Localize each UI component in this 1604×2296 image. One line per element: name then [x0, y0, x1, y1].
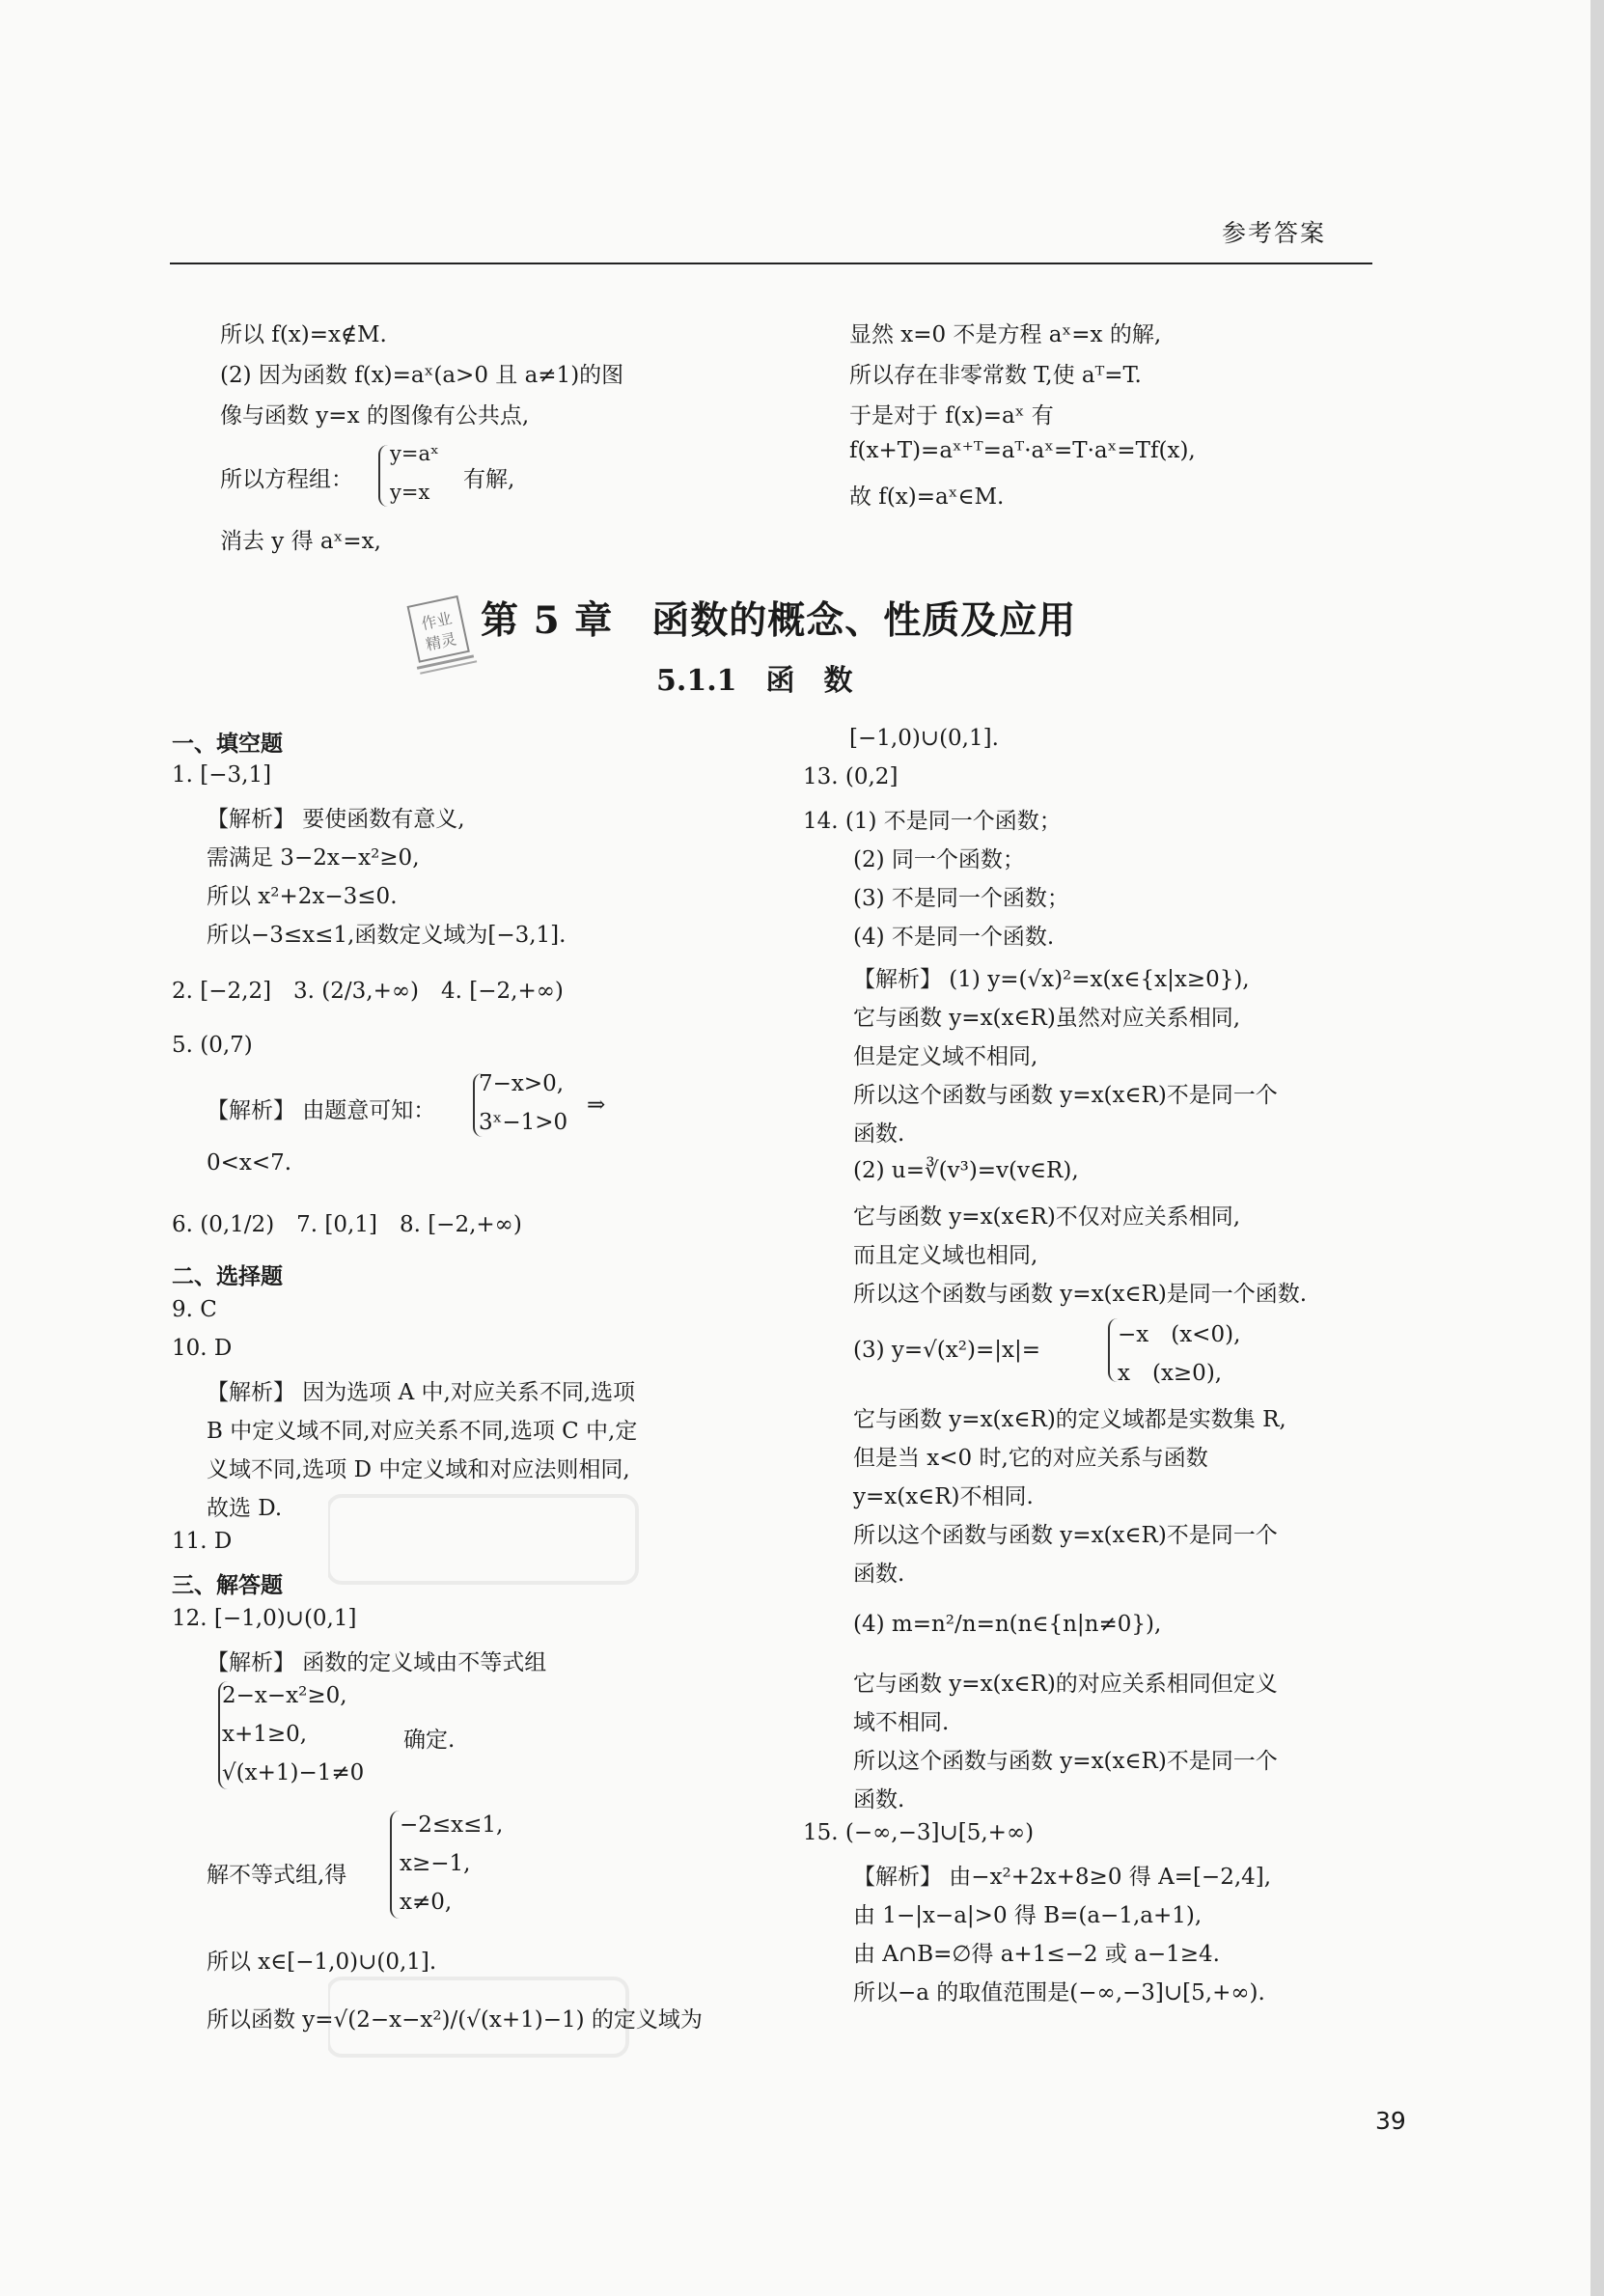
equation-line: −2≤x≤1, [400, 1812, 504, 1838]
text-line: 它与函数 y=x(x∈R)虽然对应关系相同, [853, 1006, 1241, 1031]
equation-line: √(x+1)−1≠0 [222, 1760, 365, 1785]
equation-line: −x (x<0), [1118, 1322, 1241, 1347]
system-brace [378, 445, 388, 507]
text-line: [−1,0)∪(0,1]. [849, 726, 999, 751]
equation-line: y=aˣ [390, 442, 439, 465]
text-line: 故选 D. [207, 1496, 283, 1521]
section-title: 5.1.1 函 数 [656, 664, 853, 698]
answer-line: 15. (−∞,−3]∪[5,+∞) [803, 1820, 1035, 1845]
text-line: 所以函数 y=√(2−x−x²)/(√(x+1)−1) 的定义域为 [207, 2007, 703, 2033]
analysis-line: 【解析】 由−x²+2x+8≥0 得 A=[−2,4], [853, 1865, 1272, 1890]
text-line: B 中定义域不同,对应关系不同,选项 C 中,定 [207, 1419, 638, 1444]
text-line: 解不等式组,得 [207, 1863, 347, 1888]
text-line: 所以 x∈[−1,0)∪(0,1]. [207, 1950, 437, 1975]
top-left-block [220, 317, 761, 567]
text-line: 函数. [853, 1787, 905, 1812]
heading-fill-blank: 一、填空题 [172, 731, 283, 757]
page-edge-shadow [1590, 0, 1604, 2296]
analysis-line: 【解析】 函数的定义域由不等式组 [207, 1650, 547, 1675]
text-line: (2) 同一个函数； [853, 847, 1025, 872]
answer-line: 2. [−2,2] 3. (2/3,+∞) 4. [−2,+∞) [172, 979, 564, 1004]
text-line: (2) u=∛(v³)=v(v∈R), [853, 1158, 1079, 1183]
text-line: 有解, [463, 467, 515, 492]
text-line: 需满足 3−2x−x²≥0, [207, 845, 420, 871]
watermark-mark-icon [328, 1486, 647, 1592]
text-line: 所以−3≤x≤1,函数定义域为[−3,1]. [207, 923, 567, 948]
page-number: 39 [1375, 2107, 1406, 2135]
text-line: 所以存在非零常数 T,使 aᵀ=T. [849, 363, 1142, 388]
text-line: 但是当 x<0 时,它的对应关系与函数 [853, 1446, 1208, 1471]
equation-line: 3ˣ−1>0 [479, 1110, 568, 1135]
equation-line: 7−x>0, [479, 1071, 565, 1096]
header-rule [170, 263, 1372, 264]
text-line: 它与函数 y=x(x∈R)不仅对应关系相同, [853, 1204, 1241, 1230]
answer-line: 11. D [172, 1529, 233, 1554]
heading-choice: 二、选择题 [172, 1263, 283, 1289]
text-line: 所以这个函数与函数 y=x(x∈R)是同一个函数. [853, 1282, 1308, 1307]
system-brace [390, 1811, 400, 1919]
text-line: 显然 x=0 不是方程 aˣ=x 的解, [849, 322, 1162, 347]
heading-solve: 三、解答题 [172, 1572, 283, 1598]
text-line: 所以这个函数与函数 y=x(x∈R)不是同一个 [853, 1523, 1278, 1548]
answer-line: 5. (0,7) [172, 1033, 253, 1058]
text-line: 它与函数 y=x(x∈R)的对应关系相同但定义 [853, 1672, 1278, 1697]
text-line: (3) y=√(x²)=|x|= [853, 1338, 1040, 1363]
answer-line: 6. (0,1/2) 7. [0,1] 8. [−2,+∞) [172, 1212, 522, 1237]
text-line: 函数. [853, 1121, 905, 1147]
equation-line: x (x≥0), [1118, 1361, 1223, 1386]
piecewise-brace [1108, 1318, 1118, 1382]
text-line: 所以方程组： [220, 467, 353, 492]
text-line: (2) 因为函数 f(x)=aˣ(a>0 且 a≠1)的图 [220, 363, 624, 388]
watermark-mark-icon [328, 1969, 637, 2065]
text-line: 确定. [403, 1728, 456, 1753]
text-line: (3) 不是同一个函数； [853, 886, 1069, 911]
answer-line: 12. [−1,0)∪(0,1] [172, 1606, 357, 1631]
text-line: 所以−a 的取值范围是(−∞,−3]∪[5,+∞). [853, 1980, 1265, 2006]
analysis-line: 【解析】 由题意可知： [207, 1098, 436, 1123]
analysis-line: 【解析】 (1) y=(√x)²=x(x∈{x|x≥0}), [853, 967, 1250, 992]
svg-text:精灵: 精灵 [424, 629, 458, 654]
text-line: 而且定义域也相同, [853, 1243, 1038, 1268]
text-line: 义域不同,选项 D 中定义域和对应法则相同, [207, 1457, 630, 1482]
header-title: 参考答案 [1222, 219, 1327, 247]
zuoye-jingling-logo-icon [403, 591, 483, 683]
text-line: 所以这个函数与函数 y=x(x∈R)不是同一个 [853, 1083, 1278, 1108]
text-line: 所以 x²+2x−3≤0. [207, 884, 398, 909]
text-line: 于是对于 f(x)=aˣ 有 [849, 403, 1054, 429]
text-line: 消去 y 得 aˣ=x, [220, 529, 381, 554]
text-line: 所以 f(x)=x∉M. [220, 322, 387, 347]
equation-line: 2−x−x²≥0, [222, 1683, 347, 1708]
analysis-line: 【解析】 因为选项 A 中,对应关系不同,选项 [207, 1380, 636, 1405]
svg-text:作业: 作业 [419, 608, 455, 634]
answer-line: 10. D [172, 1336, 233, 1361]
text-line: (4) m=n²/n=n(n∈{n|n≠0}), [853, 1612, 1162, 1637]
text-line: 域不相同. [853, 1710, 950, 1735]
equation-line: x≠0, [400, 1890, 453, 1915]
text-line: 由 1−|x−a|>0 得 B=(a−1,a+1), [853, 1903, 1203, 1928]
equation-line: x+1≥0, [222, 1722, 308, 1747]
answer-line: 14. (1) 不是同一个函数； [803, 809, 1062, 834]
text-line: (4) 不是同一个函数. [853, 925, 1055, 950]
text-line: 故 f(x)=aˣ∈M. [849, 484, 1005, 510]
left-column [172, 726, 789, 2058]
text-line: y=x(x∈R)不相同. [853, 1484, 1034, 1509]
top-right-block [849, 317, 1370, 510]
text-line: 所以这个函数与函数 y=x(x∈R)不是同一个 [853, 1749, 1278, 1774]
answer-line: 13. (0,2] [803, 764, 899, 789]
text-line: 由 A∩B=∅得 a+1≤−2 或 a−1≥4. [853, 1942, 1220, 1967]
text-line: 函数. [853, 1562, 905, 1587]
chapter-title: 第 5 章 函数的概念、性质及应用 [481, 598, 1077, 643]
implies-symbol: ⇒ [587, 1093, 606, 1118]
text-line: 它与函数 y=x(x∈R)的定义域都是实数集 R, [853, 1407, 1286, 1432]
text-line: 0<x<7. [207, 1150, 292, 1176]
text-line: 像与函数 y=x 的图像有公共点, [220, 403, 530, 429]
answer-line: 9. C [172, 1297, 217, 1322]
answer-line: 1. [−3,1] [172, 762, 272, 788]
analysis-line: 【解析】 要使函数有意义, [207, 807, 465, 832]
equation-line: y=x [390, 481, 430, 504]
text-line: f(x+T)=aˣ⁺ᵀ=aᵀ·aˣ=T·aˣ=Tf(x), [849, 438, 1196, 463]
right-column [803, 726, 1372, 2058]
text-line: 但是定义域不相同, [853, 1044, 1038, 1069]
equation-line: x≥−1, [400, 1851, 471, 1876]
